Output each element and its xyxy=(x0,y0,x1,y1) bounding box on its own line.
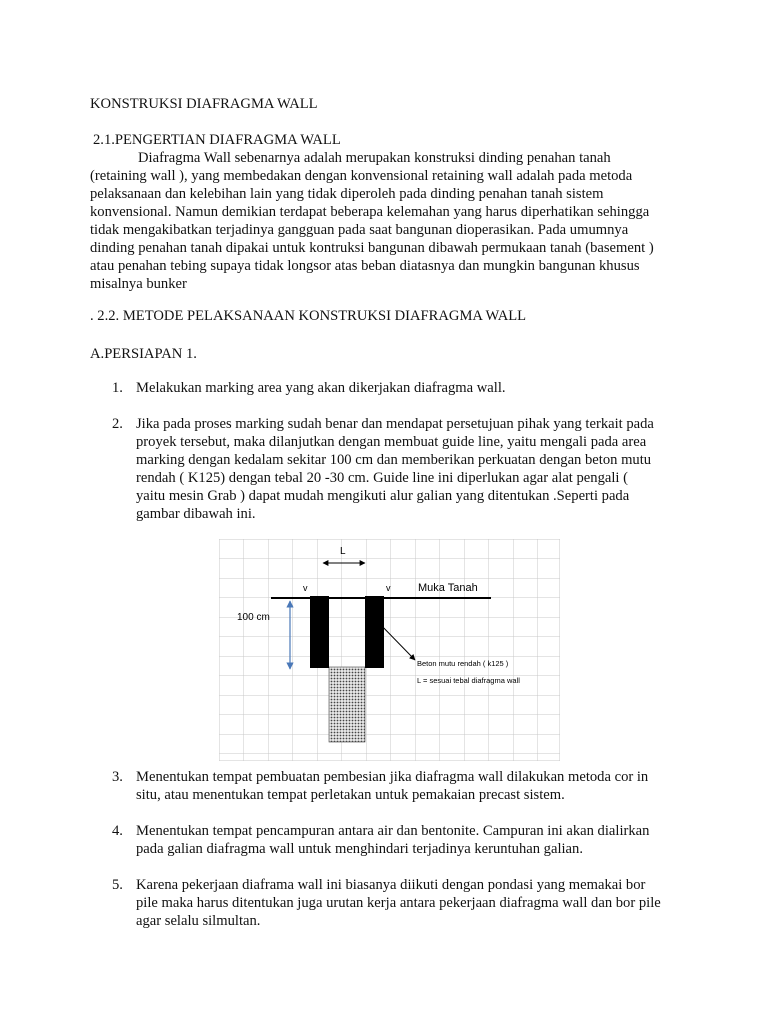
label-L: L xyxy=(340,546,346,557)
label-v-right: v xyxy=(386,583,391,593)
list-item-line: Menentukan tempat pencampuran antara air dan bentonite. Campuran ini akan dialirkan xyxy=(136,823,650,839)
label-muka-tanah: Muka Tanah xyxy=(418,582,478,594)
paragraph-line: konvensional. Namun demikian terdapat beberapa kelemahan yang harus diperhatikan sehingga xyxy=(90,204,650,220)
list-item-line: yaitu mesin Grab ) dapat mudah mengikuti alur galian yang ditentukan .Seperti pada xyxy=(136,488,630,504)
list-item xyxy=(136,822,649,858)
list-item xyxy=(136,876,661,930)
list-item-line: gambar dibawah ini. xyxy=(136,506,256,522)
list-item-number: 2. xyxy=(112,416,123,432)
list-item-line: Jika pada proses marking sudah benar dan mendapat persetujuan pihak yang terkait pada xyxy=(136,416,654,432)
paragraph-line: pelaksanaan dan kelebihan lain yang tidak diperoleh pada dinding penahan tanah sistem xyxy=(90,186,604,202)
paragraph-line: atau penahan tebing supaya tidak longsor atas beban diatasnya dan mungkin bangunan khusus xyxy=(90,258,640,274)
excavation-fill xyxy=(329,667,365,742)
guide-line-diagram xyxy=(219,539,560,761)
subheading-persiapan: A.PERSIAPAN 1. xyxy=(90,346,197,362)
list-item-line: proyek tersebut, maka dilanjutkan dengan membuat guide line, yaitu mengali pada area xyxy=(136,434,647,450)
guide-wall-left xyxy=(310,596,329,668)
label-beton: Beton mutu rendah ( k125 ) xyxy=(417,659,509,668)
document-title: KONSTRUKSI DIAFRAGMA WALL xyxy=(90,96,318,112)
list-item-line: Karena pekerjaan diaframa wall ini biasanya diikuti dengan pondasi yang memakai bor xyxy=(136,877,646,893)
list-item xyxy=(136,379,506,397)
list-item-line: Menentukan tempat pembuatan pembesian jika diafragma wall dilakukan metoda cor in xyxy=(136,769,649,785)
list-item-line: marking dengan kedalam sekitar 100 cm dan memberikan perkuatan dengan beton mutu xyxy=(136,452,652,468)
list-item-line: pile maka harus ditentukan juga urutan kerja antara pekerjaan diafragma wall dan bor pile xyxy=(136,895,661,911)
section-heading-metode: . 2.2. METODE PELAKSANAAN KONSTRUKSI DIAFRAGMA WALL xyxy=(90,308,527,324)
list-item-number: 1. xyxy=(112,380,123,396)
section-heading-pengertian: 2.1.PENGERTIAN DIAFRAGMA WALL xyxy=(93,132,341,148)
label-depth: 100 cm xyxy=(237,612,270,623)
grid-background xyxy=(219,539,560,761)
paragraph-line: misalnya bunker xyxy=(90,276,187,292)
list-item-number: 5. xyxy=(112,877,123,893)
list-item-line: pada galian diafragma wall untuk menghindari terjadinya keruntuhan galian. xyxy=(136,841,583,857)
label-v-left: v xyxy=(303,583,308,593)
list-item-line: Melakukan marking area yang akan dikerjakan diafragma wall. xyxy=(136,380,506,396)
guide-wall-right xyxy=(365,596,384,668)
paragraph-line: dinding penahan tanah dipakai untuk kontruksi bangunan dibawah permukaan tanah (basement ) xyxy=(90,240,654,256)
list-item-line: rendah ( K125) dengan tebal 20 -30 cm. Guide line ini diperlukan agar alat pengali ( xyxy=(136,470,628,486)
list-item-line: situ, atau menentukan tempat perletakan untuk pemakaian precast sistem. xyxy=(136,787,565,803)
paragraph-line: Diafragma Wall sebenarnya adalah merupakan konstruksi dinding penahan tanah xyxy=(138,150,611,166)
paragraph-line: tidak mengakibatkan terjadinya gangguan pada saat bangunan dioperasikan. Pada umumnya xyxy=(90,222,629,238)
list-item-number: 4. xyxy=(112,823,123,839)
paragraph-pengertian xyxy=(90,149,690,293)
list-item xyxy=(136,768,648,804)
list-item xyxy=(136,415,654,523)
paragraph-line: (retaining wall ), yang membedakan dengan konvensional retaining wall adalah pada metoda xyxy=(90,168,633,184)
list-item-line: agar selalu silmultan. xyxy=(136,913,261,929)
label-L-description: L = sesuai tebal diafragma wall xyxy=(417,676,520,685)
list-item-number: 3. xyxy=(112,769,123,785)
